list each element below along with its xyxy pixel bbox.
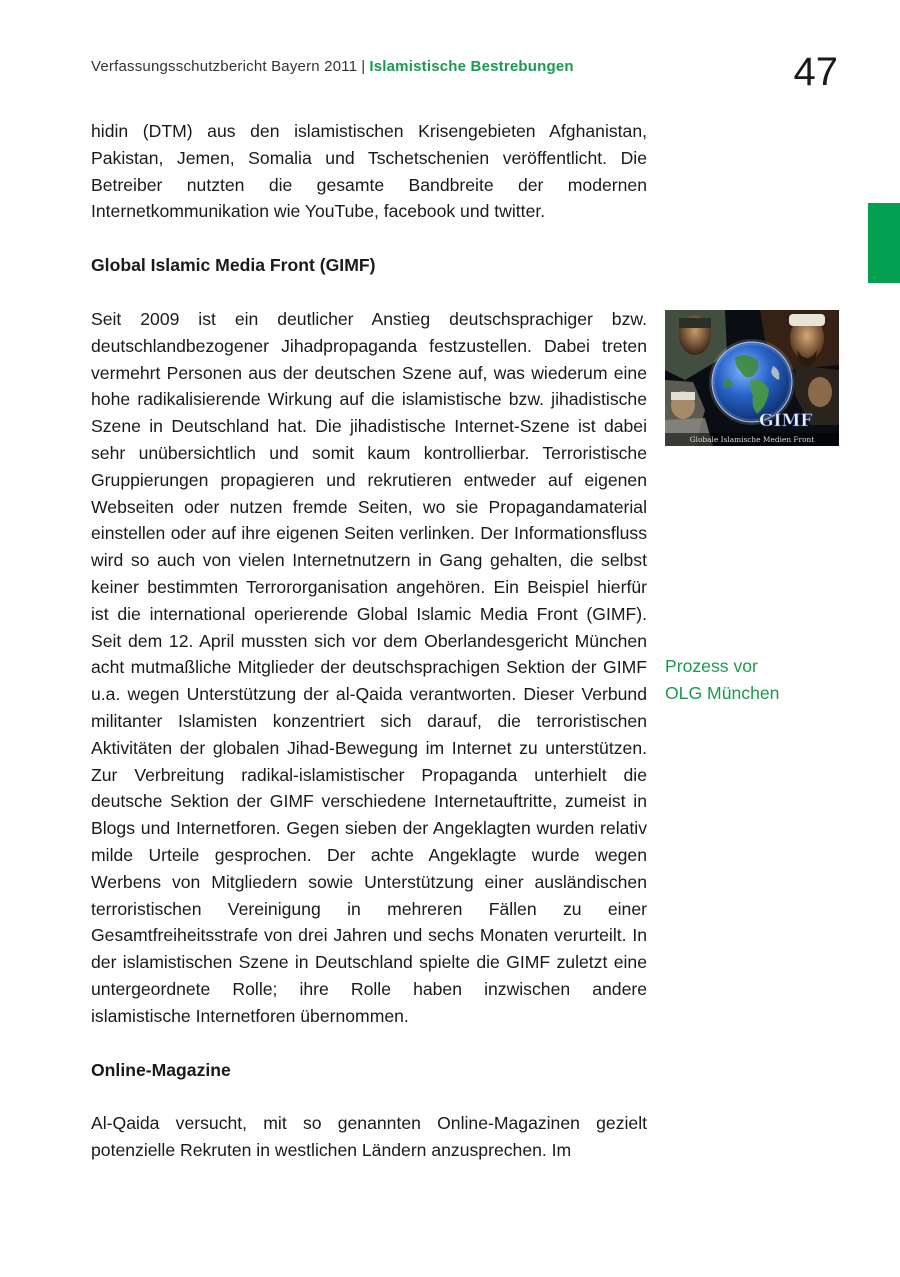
report-title: Verfassungsschutzbericht Bayern 2011 bbox=[91, 58, 358, 75]
section-title: Islamistische Bestrebungen bbox=[369, 58, 574, 75]
online-magazine-paragraph: Al-Qaida versucht, mit so genannten Online-Magazinen gezielt potenzielle Rekruten in westlichen Ländern anzusprechen. Im bbox=[91, 1113, 647, 1161]
chapter-tab-marker bbox=[868, 203, 900, 283]
heading-gimf: Global Islamic Media Front (GIMF) bbox=[91, 255, 376, 276]
gimf-logo-image bbox=[665, 310, 839, 446]
gimf-collage-graphic bbox=[665, 310, 839, 446]
margin-note-line-1: Prozess vor bbox=[665, 656, 758, 676]
gimf-logo-caption: Globale Islamische Medien Front bbox=[689, 435, 815, 444]
running-header bbox=[91, 58, 574, 75]
gimf-paragraph: Seit 2009 ist ein deutlicher Anstieg deutschsprachiger bzw. deutschlandbezogener Jihadpropaganda festzustellen. Dabei treten vermehrt Personen aus der deutschen Szene auf, was wiederum eine hohe radikalisierende Wirkung auf die islamistische bzw. jihadistische Szene in Deutschland hat. Die jihadistische Internet-Szene ist dabei sehr unübersichtlich und somit kaum kontrollierbar. Terroristische Gruppierungen propagieren und rekrutieren entweder auf eigenen Webseiten oder nutzen fremde Seiten, wo sie Propagandamaterial einstellen oder auf ihre eigenen Seiten verlinken. Der Informationsfluss wird so auch von vielen Internetnutzern in Gang gehalten, die selbst keiner bestimmten Terrororganisation angehören. Ein Beispiel hierfür ist die international operierende Global Islamic Media Front (GIMF). Seit dem 12. April mussten sich vor dem Oberlandesgericht München acht mutmaßliche Mitglieder der deutschsprachigen Sektion der GIMF u.a. wegen Unterstützung der al-Qaida verantworten. Dieser Verbund militanter Islamisten konzentriert sich darauf, die terroristischen Aktivitäten der globalen Jihad-Bewegung im Internet zu unterstützen. Zur Verbreitung radikal-islamistischer Propaganda unterhielt die deutsche Sektion der GIMF verschiedene Internetauftritte, zumeist in Blogs und Internetforen. Gegen sieben der Angeklagten wurden relativ milde Urteile gesprochen. Der achte Angeklagte wurde wegen Werbens von Mitgliedern sowie Unterstützung einer ausländischen terroristischen Vereinigung in mehreren Fällen zu einer Gesamtfreiheitsstrafe von drei Jahren und sechs Monaten verurteilt. In der islamistischen Szene in Deutschland spielte die GIMF zuletzt eine untergeordnete Rolle; ihre Rolle haben inzwischen andere islamistische Internetforen übernommen. bbox=[91, 308, 647, 1026]
margin-note-line-2: OLG München bbox=[665, 682, 780, 703]
page-number: 47 bbox=[793, 50, 838, 94]
margin-note bbox=[665, 653, 865, 707]
header-separator: | bbox=[361, 58, 366, 75]
intro-paragraph: hidin (DTM) aus den islamistischen Krisengebieten Afghanistan, Pakistan, Jemen, Somalia und Tschetschenien veröffentlicht. Die Betreiber nutzten die gesamte Bandbreite der modernen Internetkommunikation wie YouTube, facebook und twitter. bbox=[91, 121, 647, 222]
heading-online-magazine: Online-Magazine bbox=[91, 1059, 231, 1080]
main-text-column bbox=[91, 118, 647, 1164]
gimf-logo-text: GIMF bbox=[759, 411, 813, 431]
